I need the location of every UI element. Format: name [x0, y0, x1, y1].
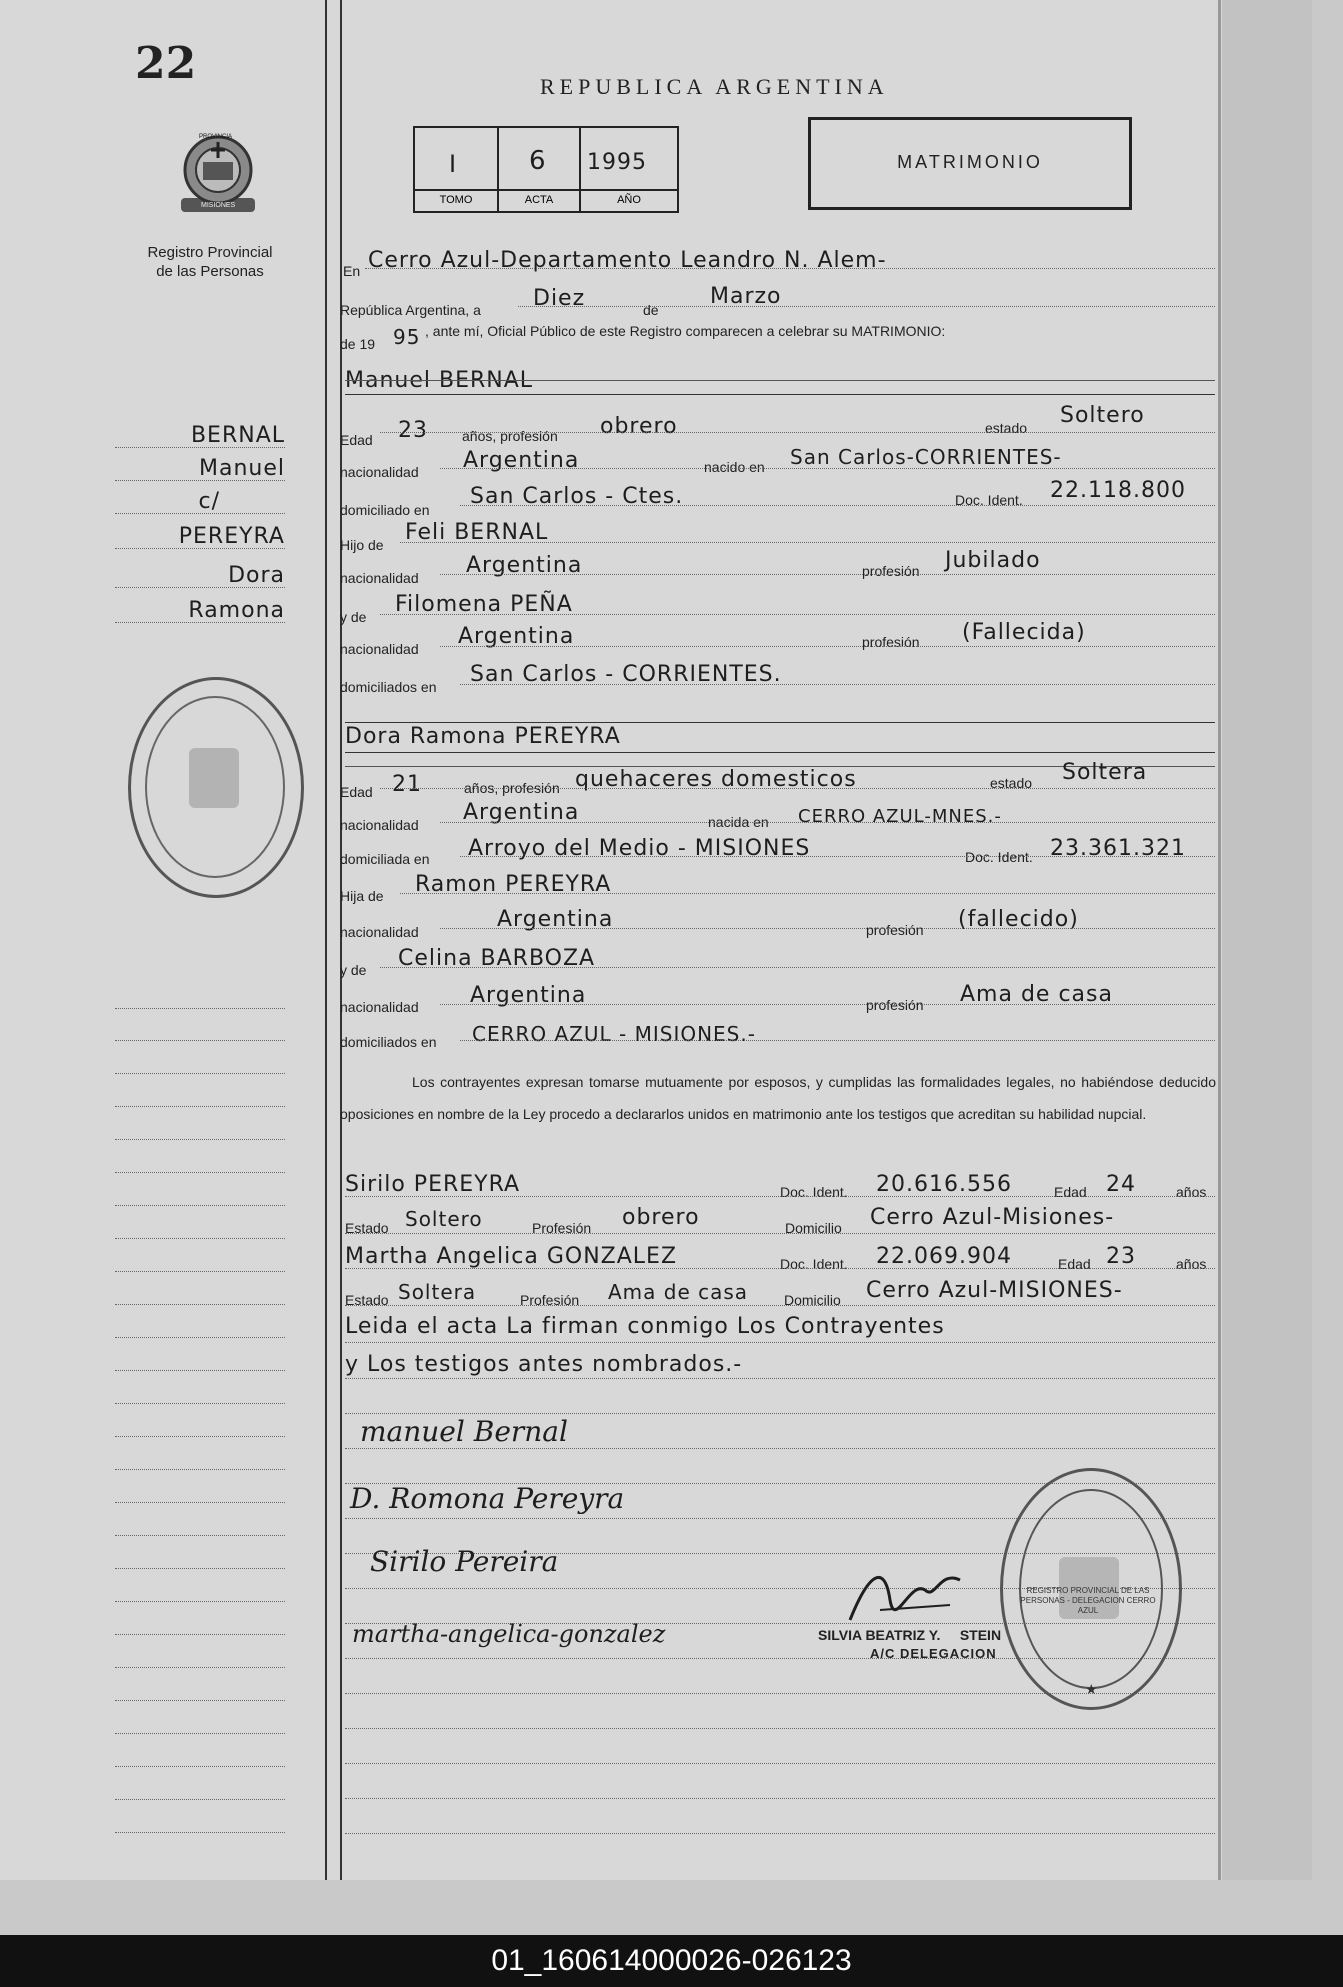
signature-witness2: martha-angelica-gonzalez: [352, 1620, 666, 1648]
bride-mother: Celina BARBOZA: [398, 946, 596, 971]
witness1-estado-label: Estado: [345, 1220, 389, 1236]
groom-profesion-label: años, profesión: [462, 428, 558, 444]
witness2-dom-label: Domicilio: [784, 1292, 841, 1308]
registry-line2: de las Personas: [156, 263, 264, 280]
bride-profesion-label: años, profesión: [464, 780, 560, 796]
bride-nacionalidad-label: nacionalidad: [340, 817, 419, 833]
bride-edad-label: Edad: [340, 784, 373, 800]
groom-edad-label: Edad: [340, 432, 373, 448]
groom-hijo-label: Hijo de: [340, 537, 384, 553]
groom-profession: obrero: [600, 414, 678, 439]
bride-yde-label: y de: [340, 962, 367, 978]
bride-domiciliada-label: domiciliada en: [340, 851, 430, 867]
groom-father-profession: Jubilado: [945, 548, 1041, 573]
signature-bride: D. Romona Pereyra: [350, 1482, 625, 1515]
witness2-age: 23: [1106, 1244, 1136, 1269]
margin-connector: c/: [198, 489, 220, 514]
signature-witness1: Sirilo Pereira: [370, 1545, 559, 1578]
record-box: [413, 126, 679, 213]
crest-top-text: PROVINCIA: [199, 134, 233, 140]
bride-profession: quehaceres domesticos: [575, 767, 857, 792]
page-number: 22: [135, 38, 197, 89]
groom-nationality: Argentina: [463, 448, 580, 473]
registry-label: [110, 243, 310, 281]
bride-mother-profession: Ama de casa: [960, 982, 1113, 1007]
margin-surname-groom: BERNAL: [190, 423, 285, 448]
margin-surname-bride: PEREYRA: [178, 524, 285, 549]
witness1-doc: 20.616.556: [876, 1172, 1012, 1197]
witness1-profession: obrero: [622, 1205, 700, 1230]
witness2-domicile: Cerro Azul-MISIONES-: [866, 1278, 1123, 1303]
republica-label: República Argentina, a: [340, 302, 481, 318]
year-prefix: de 19: [340, 336, 376, 352]
margin-name-bride: Dora: [228, 563, 285, 588]
witness1-doc-label: Doc. Ident.: [780, 1184, 848, 1200]
closing-line-2: y Los testigos antes nombrados.-: [345, 1352, 743, 1377]
tomo-label: TOMO: [439, 194, 473, 206]
intro-text: , ante mí, Oficial Público de este Registro comparecen a celebrar su MATRIMONIO:: [425, 323, 946, 339]
groom-father-nac-label: nacionalidad: [340, 570, 419, 586]
groom-mother-nac-label: nacionalidad: [340, 641, 419, 657]
crest-bottom-text: MISIONES: [201, 202, 236, 209]
bride-doc-label: Doc. Ident.: [965, 849, 1033, 865]
groom-doc: 22.118.800: [1050, 478, 1186, 503]
witness1-dom-label: Domicilio: [785, 1220, 842, 1236]
witness2-edad-label: Edad: [1058, 1256, 1091, 1272]
groom-domiciliado-label: domiciliado en: [340, 502, 430, 518]
groom-name-line: [345, 394, 1215, 395]
bride-name: Dora Ramona PEREYRA: [345, 724, 621, 749]
de-label: de: [643, 302, 659, 318]
official-title-stamp: A/C DELEGACION: [870, 1646, 997, 1661]
witness1-anos-label: años: [1176, 1184, 1207, 1200]
groom-estado-label: estado: [985, 420, 1028, 436]
margin-name-groom: Manuel: [199, 456, 285, 481]
bride-father-prof-label: profesión: [866, 922, 924, 938]
groom-born-in: San Carlos-CORRIENTES-: [790, 445, 1062, 469]
official-name-stamp: SILVIA BEATRIZ Y. STEIN: [818, 1627, 1002, 1643]
place-line: [365, 268, 1215, 269]
groom-mother-profession: (Fallecida): [962, 620, 1086, 645]
bride-mother-nac-label: nacionalidad: [340, 999, 419, 1015]
groom-parents-dom-label: domiciliados en: [340, 679, 437, 695]
bride-father-nac-label: nacionalidad: [340, 924, 419, 940]
groom-nacionalidad-label: nacionalidad: [340, 464, 419, 480]
declaration-text: Los contrayentes expresan tomarse mutuamente por esposos, y cumplidas las formalidades legales, no habiéndose deducido oposiciones en nombre de la Ley procedo a declararlos unidos en matrimonio ante los testigos que acreditan su habilidad nupcial.: [340, 1074, 1216, 1122]
left-rule-2: [340, 0, 342, 1880]
year-suffix: 95: [393, 325, 421, 349]
groom-age: 23: [398, 418, 428, 443]
month-value: Marzo: [710, 284, 782, 309]
act-type-box: [808, 117, 1132, 210]
witness2-anos-label: años: [1176, 1256, 1207, 1272]
groom-mother: Filomena PEÑA: [395, 592, 573, 617]
bride-domicile: Arroyo del Medio - MISIONES: [468, 836, 811, 861]
witness2-status: Soltera: [398, 1280, 477, 1304]
bride-doc: 23.361.321: [1050, 836, 1186, 861]
witness2-doc-label: Doc. Ident.: [780, 1256, 848, 1272]
groom-father: Feli BERNAL: [405, 520, 549, 545]
witness1-edad-label: Edad: [1054, 1184, 1087, 1200]
groom-mother-prof-label: profesión: [862, 634, 920, 650]
bride-nationality: Argentina: [463, 800, 580, 825]
bride-status: Soltera: [1062, 760, 1148, 785]
registry-seal-right: ★: [1000, 1468, 1182, 1710]
bride-father: Ramon PEREYRA: [415, 872, 612, 897]
bride-hija-label: Hija de: [340, 888, 384, 904]
left-rule: [325, 0, 327, 1880]
witness2-name: Martha Angelica GONZALEZ: [345, 1244, 678, 1269]
witness1-prof-label: Profesión: [532, 1220, 592, 1236]
acta-label: ACTA: [524, 194, 554, 206]
place-value: Cerro Azul-Departamento Leandro N. Alem-: [368, 248, 887, 273]
witness1-status: Soltero: [405, 1207, 483, 1231]
groom-parents-domicile: San Carlos - CORRIENTES.: [470, 662, 782, 687]
witness1-domicile: Cerro Azul-Misiones-: [870, 1205, 1115, 1230]
page-edge: [1218, 0, 1221, 1880]
date-line: [518, 306, 1215, 307]
act-type: MATRIMONIO: [897, 152, 1043, 172]
groom-name: Manuel BERNAL: [345, 368, 534, 393]
acta-value: 6: [529, 146, 547, 176]
crest-icon: [173, 128, 263, 220]
signature-groom: manuel Bernal: [360, 1415, 568, 1448]
bride-parents-dom-label: domiciliados en: [340, 1034, 437, 1050]
bride-estado-label: estado: [990, 775, 1033, 791]
country-title: REPUBLICA ARGENTINA: [540, 74, 889, 99]
registry-seal-left: [128, 677, 304, 898]
bride-mother-nationality: Argentina: [470, 983, 587, 1008]
bride-mother-prof-label: profesión: [866, 997, 924, 1013]
witness2-profession: Ama de casa: [608, 1280, 749, 1304]
ano-label: AÑO: [617, 194, 641, 206]
bride-parents-domicile: CERRO AZUL - MISIONES.-: [472, 1022, 756, 1046]
seal-text: REGISTRO PROVINCIAL DE LAS PERSONAS - DELEGACION CERRO AZUL: [1020, 1586, 1156, 1615]
file-id-banner: 01_160614000026-026123: [0, 1935, 1343, 1987]
bride-born-in: CERRO AZUL-MNES.-: [798, 806, 1002, 827]
bride-nacida-label: nacida en: [708, 814, 769, 830]
witness2-prof-label: Profesión: [520, 1292, 580, 1308]
witness2-estado-label: Estado: [345, 1292, 389, 1308]
groom-domicile: San Carlos - Ctes.: [470, 484, 684, 509]
groom-yde-label: y de: [340, 609, 367, 625]
witness1-name: Sirilo PEREYRA: [345, 1172, 521, 1197]
groom-father-prof-label: profesión: [862, 563, 920, 579]
witness2-doc: 22.069.904: [876, 1244, 1012, 1269]
groom-status: Soltero: [1060, 403, 1145, 428]
witness1-age: 24: [1106, 1172, 1136, 1197]
groom-father-nationality: Argentina: [466, 553, 583, 578]
bride-father-profession: (fallecido): [958, 907, 1079, 932]
tomo-value: I: [449, 150, 458, 178]
margin-name2-bride: Ramona: [188, 598, 285, 623]
bride-father-nationality: Argentina: [497, 907, 614, 932]
groom-doc-label: Doc. Ident.: [955, 492, 1023, 508]
en-label: En: [343, 263, 361, 279]
groom-nacido-label: nacido en: [704, 459, 765, 475]
page-stack: [1222, 0, 1312, 1880]
groom-mother-nationality: Argentina: [458, 624, 575, 649]
closing-line-1: Leida el acta La firman conmigo Los Contrayentes: [345, 1314, 945, 1339]
day-value: Diez: [533, 286, 586, 311]
ano-value: 1995: [587, 150, 647, 175]
registry-line1: Registro Provincial: [147, 244, 273, 261]
bride-age: 21: [392, 772, 422, 797]
